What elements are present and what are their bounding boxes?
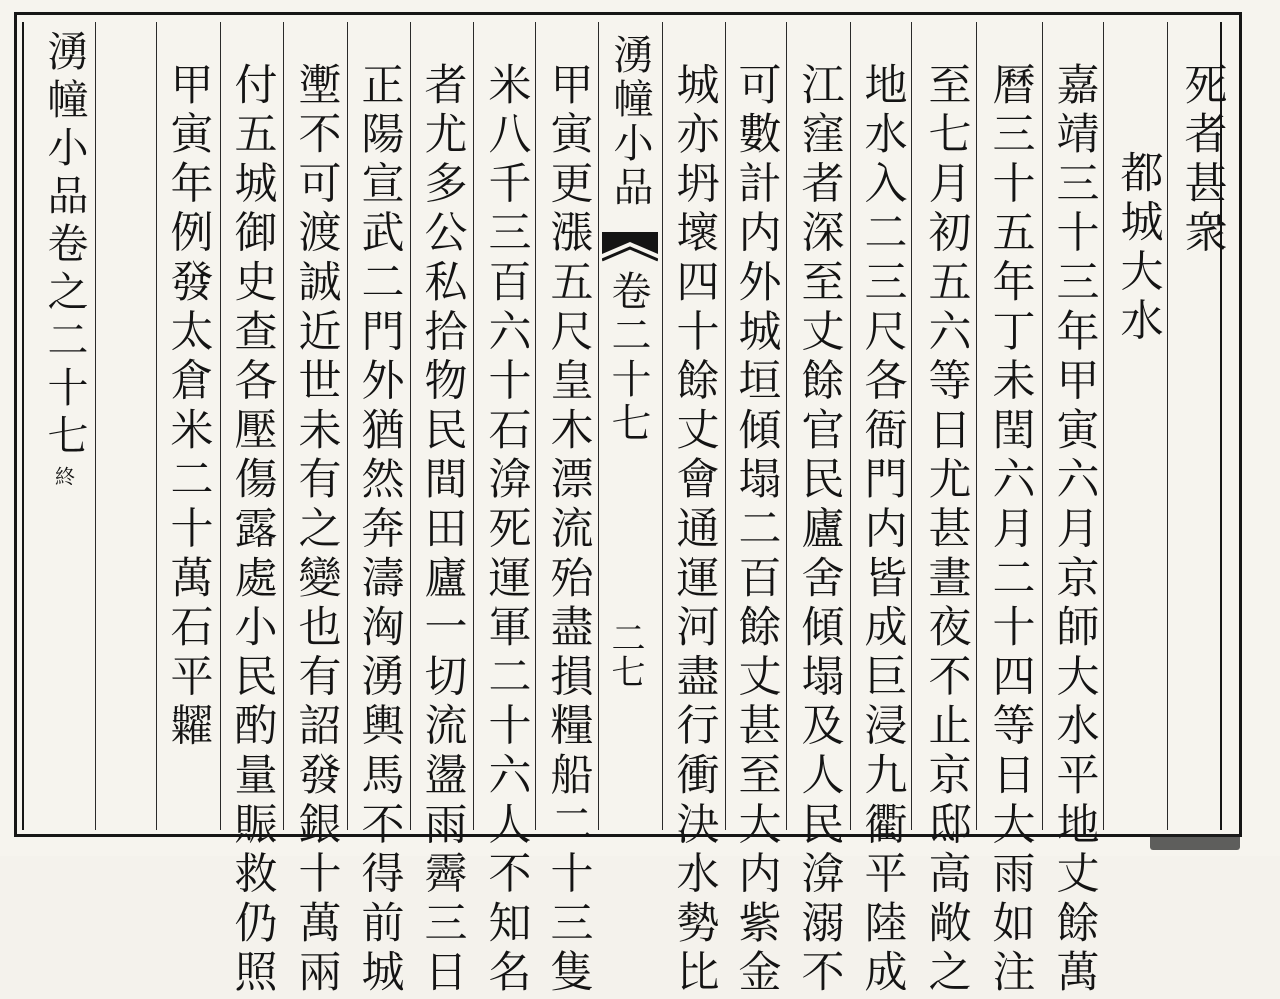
column-text: 江窪者深至丈餘官民廬舍傾塌及人民渰溺不: [794, 62, 845, 999]
text-column: [916, 62, 976, 999]
section-heading: [1108, 150, 1168, 347]
column-rule: [976, 22, 977, 830]
column-text: 壍不可渡誠近世未有之變也有詔發銀十萬兩: [291, 62, 342, 999]
text-column: [980, 62, 1040, 999]
column-rule: [662, 22, 663, 830]
text-column: [158, 62, 218, 752]
fold-book-title: 湧幢小品: [607, 34, 653, 210]
column-rule: [347, 22, 348, 830]
column-text: 甲寅更漲五尺皇木漂流殆盡損糧船二十三隻: [543, 62, 594, 999]
column-text: 城亦坍壞四十餘丈會通運河盡行衝決水勢比: [669, 62, 720, 999]
column-text: 正陽宣武二門外猶然奔濤洶湧輿馬不得前城: [354, 62, 405, 999]
column-rule: [473, 22, 474, 830]
column-rule: [786, 22, 787, 830]
fishtail-mark-icon: [602, 232, 658, 272]
fold-page-number: 二七: [605, 620, 645, 688]
column-rule: [95, 22, 96, 830]
column-rule: [156, 22, 157, 830]
column-text: 付五城御史查各壓傷露處小民酌量賑救仍照: [227, 62, 278, 999]
column-text: 嘉靖三十三年甲寅六月京師大水平地丈餘萬: [1049, 62, 1100, 999]
text-column: [349, 62, 409, 999]
column-rule: [1042, 22, 1043, 830]
text-column: [789, 62, 849, 999]
column-text: 曆三十五年丁未閏六月二十四等日大雨如注: [985, 62, 1036, 999]
column-text: 死者甚衆: [1177, 62, 1228, 260]
text-column: [286, 62, 346, 999]
end-mark: 終: [51, 466, 76, 486]
text-column: [412, 62, 472, 999]
text-column: [852, 62, 912, 999]
column-text: 至七月初五六等日尤甚晝夜不止京邸高敞之: [921, 62, 972, 999]
center-fold: [598, 22, 662, 830]
text-column: [726, 62, 786, 999]
column-text: 可數計内外城垣傾塌二百餘丈甚至大内紫金: [731, 62, 782, 999]
text-column: [538, 62, 598, 999]
text-column: [1172, 62, 1232, 259]
column-rule: [1167, 22, 1168, 830]
text-column: [1044, 62, 1104, 999]
column-text: 湧幢小品卷之二十七: [40, 30, 89, 462]
text-column: [664, 62, 724, 999]
ink-stain: [1150, 834, 1240, 850]
column-rule: [410, 22, 411, 830]
volume-end-title: [34, 30, 94, 486]
column-rule: [850, 22, 851, 830]
column-rule: [220, 22, 221, 830]
column-text: 甲寅年例發太倉米二十萬石平糶: [163, 62, 214, 753]
column-rule: [283, 22, 284, 830]
heading-text: 都城大水: [1113, 150, 1164, 348]
column-text: 地水入二三尺各衙門内皆成巨浸九衢平陸成: [857, 62, 908, 999]
column-text: 米八千三百六十石渰死運軍二十六人不知名: [481, 62, 532, 999]
column-text: 者尤多公私拾物民間田廬一切流盪雨霽三日: [417, 62, 468, 999]
text-column: [222, 62, 282, 999]
fold-volume: 卷二十七: [605, 270, 651, 446]
text-column: [476, 62, 536, 999]
